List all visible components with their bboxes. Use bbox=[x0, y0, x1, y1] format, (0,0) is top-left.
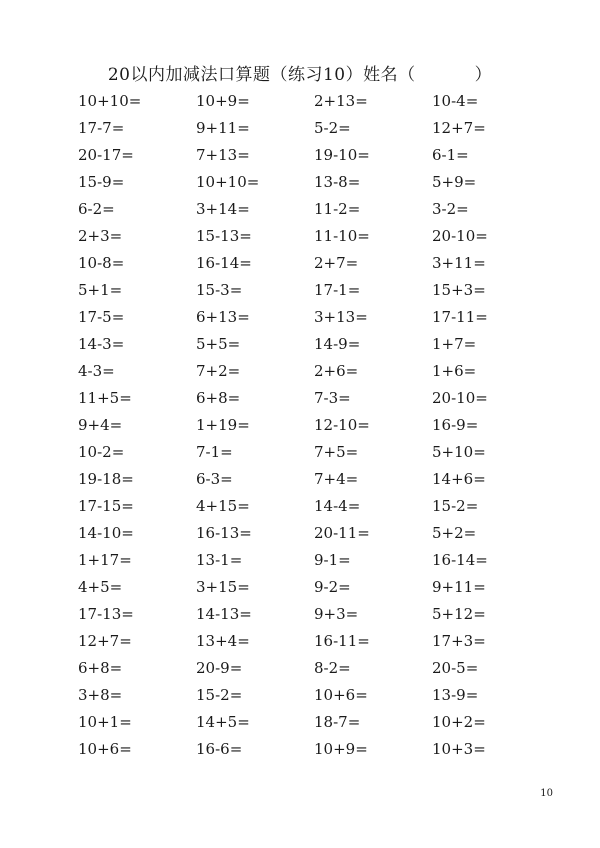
problem-cell: 6+13= bbox=[196, 308, 250, 326]
problem-cell: 3-2= bbox=[432, 200, 469, 218]
problem-cell: 5+5= bbox=[196, 335, 241, 353]
problem-cell: 17-13= bbox=[78, 605, 134, 623]
problem-cell: 20-5= bbox=[432, 659, 479, 677]
problem-cell: 14+5= bbox=[196, 713, 250, 731]
problem-cell: 10-2= bbox=[78, 443, 125, 461]
problem-cell: 16-11= bbox=[314, 632, 370, 650]
problem-cell: 19-10= bbox=[314, 146, 370, 164]
problem-cell: 10+1= bbox=[78, 713, 132, 731]
problem-cell: 1+6= bbox=[432, 362, 477, 380]
problem-cell: 6+8= bbox=[78, 659, 123, 677]
problem-cell: 5+10= bbox=[432, 443, 486, 461]
problem-cell: 7-1= bbox=[196, 443, 233, 461]
problem-cell: 18-7= bbox=[314, 713, 361, 731]
problem-cell: 8-2= bbox=[314, 659, 351, 677]
problem-cell: 10+9= bbox=[314, 740, 368, 758]
problem-cell: 4-3= bbox=[78, 362, 115, 380]
problem-cell: 9+11= bbox=[432, 578, 486, 596]
problem-cell: 19-18= bbox=[78, 470, 134, 488]
problem-cell: 20-11= bbox=[314, 524, 370, 542]
problem-cell: 3+14= bbox=[196, 200, 250, 218]
problem-cell: 17-5= bbox=[78, 308, 125, 326]
problem-cell: 14-3= bbox=[78, 335, 125, 353]
problem-cell: 4+5= bbox=[78, 578, 123, 596]
problem-cell: 2+13= bbox=[314, 92, 368, 110]
problem-cell: 16-9= bbox=[432, 416, 479, 434]
worksheet-title: 20以内加减法口算题（练习10）姓名（ ） bbox=[107, 65, 493, 85]
problem-cell: 7-3= bbox=[314, 389, 351, 407]
problem-cell: 14+6= bbox=[432, 470, 486, 488]
problem-cell: 9+11= bbox=[196, 119, 250, 137]
problem-cell: 11-10= bbox=[314, 227, 370, 245]
problem-cell: 14-10= bbox=[78, 524, 134, 542]
problem-cell: 13-9= bbox=[432, 686, 479, 704]
problem-cell: 15+3= bbox=[432, 281, 486, 299]
problem-cell: 3+13= bbox=[314, 308, 368, 326]
problem-cell: 15-3= bbox=[196, 281, 243, 299]
problem-cell: 6-2= bbox=[78, 200, 115, 218]
problem-cell: 16-14= bbox=[196, 254, 252, 272]
problem-cell: 15-13= bbox=[196, 227, 252, 245]
problem-cell: 9-2= bbox=[314, 578, 351, 596]
page-number: 10 bbox=[540, 788, 553, 799]
problem-cell: 2+3= bbox=[78, 227, 123, 245]
problem-cell: 10+6= bbox=[78, 740, 132, 758]
problem-cell: 12+7= bbox=[432, 119, 486, 137]
problem-cell: 5-2= bbox=[314, 119, 351, 137]
problem-cell: 14-13= bbox=[196, 605, 252, 623]
problem-cell: 3+15= bbox=[196, 578, 250, 596]
problem-cell: 5+1= bbox=[78, 281, 123, 299]
problem-cell: 10+9= bbox=[196, 92, 250, 110]
problem-cell: 6+8= bbox=[196, 389, 241, 407]
problem-cell: 9+4= bbox=[78, 416, 123, 434]
problem-cell: 14-4= bbox=[314, 497, 361, 515]
problem-cell: 9+3= bbox=[314, 605, 359, 623]
problem-cell: 7+13= bbox=[196, 146, 250, 164]
problem-cell: 10+10= bbox=[78, 92, 142, 110]
problem-cell: 15-9= bbox=[78, 173, 125, 191]
problem-cell: 17-1= bbox=[314, 281, 361, 299]
problem-cell: 3+11= bbox=[432, 254, 486, 272]
problem-cell: 15-2= bbox=[432, 497, 479, 515]
problem-cell: 20-9= bbox=[196, 659, 243, 677]
problem-cell: 11+5= bbox=[78, 389, 132, 407]
problem-cell: 1+17= bbox=[78, 551, 132, 569]
problem-cell: 7+4= bbox=[314, 470, 359, 488]
problem-cell: 12-10= bbox=[314, 416, 370, 434]
problem-cell: 5+2= bbox=[432, 524, 477, 542]
problem-cell: 5+9= bbox=[432, 173, 477, 191]
problem-cell: 13-8= bbox=[314, 173, 361, 191]
problem-cell: 17-11= bbox=[432, 308, 488, 326]
problem-cell: 17-15= bbox=[78, 497, 134, 515]
problem-cell: 2+7= bbox=[314, 254, 359, 272]
problem-cell: 2+6= bbox=[314, 362, 359, 380]
problem-cell: 16-6= bbox=[196, 740, 243, 758]
problem-cell: 20-17= bbox=[78, 146, 134, 164]
problem-cell: 5+12= bbox=[432, 605, 486, 623]
problem-cell: 1+19= bbox=[196, 416, 250, 434]
problem-cell: 9-1= bbox=[314, 551, 351, 569]
problem-cell: 7+2= bbox=[196, 362, 241, 380]
problem-cell: 20-10= bbox=[432, 227, 488, 245]
problem-cell: 12+7= bbox=[78, 632, 132, 650]
problem-cell: 20-10= bbox=[432, 389, 488, 407]
problem-cell: 10-4= bbox=[432, 92, 479, 110]
problem-cell: 14-9= bbox=[314, 335, 361, 353]
problem-cell: 7+5= bbox=[314, 443, 359, 461]
problem-cell: 13-1= bbox=[196, 551, 243, 569]
problem-cell: 10+10= bbox=[196, 173, 260, 191]
problem-cell: 17-7= bbox=[78, 119, 125, 137]
problem-cell: 1+7= bbox=[432, 335, 477, 353]
problem-cell: 3+8= bbox=[78, 686, 123, 704]
problem-cell: 10-8= bbox=[78, 254, 125, 272]
problem-cell: 16-14= bbox=[432, 551, 488, 569]
problem-cell: 17+3= bbox=[432, 632, 486, 650]
problem-cell: 4+15= bbox=[196, 497, 250, 515]
problem-cell: 15-2= bbox=[196, 686, 243, 704]
problem-cell: 6-3= bbox=[196, 470, 233, 488]
problem-cell: 11-2= bbox=[314, 200, 361, 218]
problem-cell: 10+3= bbox=[432, 740, 486, 758]
problem-cell: 16-13= bbox=[196, 524, 252, 542]
problem-cell: 10+6= bbox=[314, 686, 368, 704]
problem-cell: 13+4= bbox=[196, 632, 250, 650]
problem-grid bbox=[78, 90, 558, 765]
problem-cell: 6-1= bbox=[432, 146, 469, 164]
problem-cell: 10+2= bbox=[432, 713, 486, 731]
